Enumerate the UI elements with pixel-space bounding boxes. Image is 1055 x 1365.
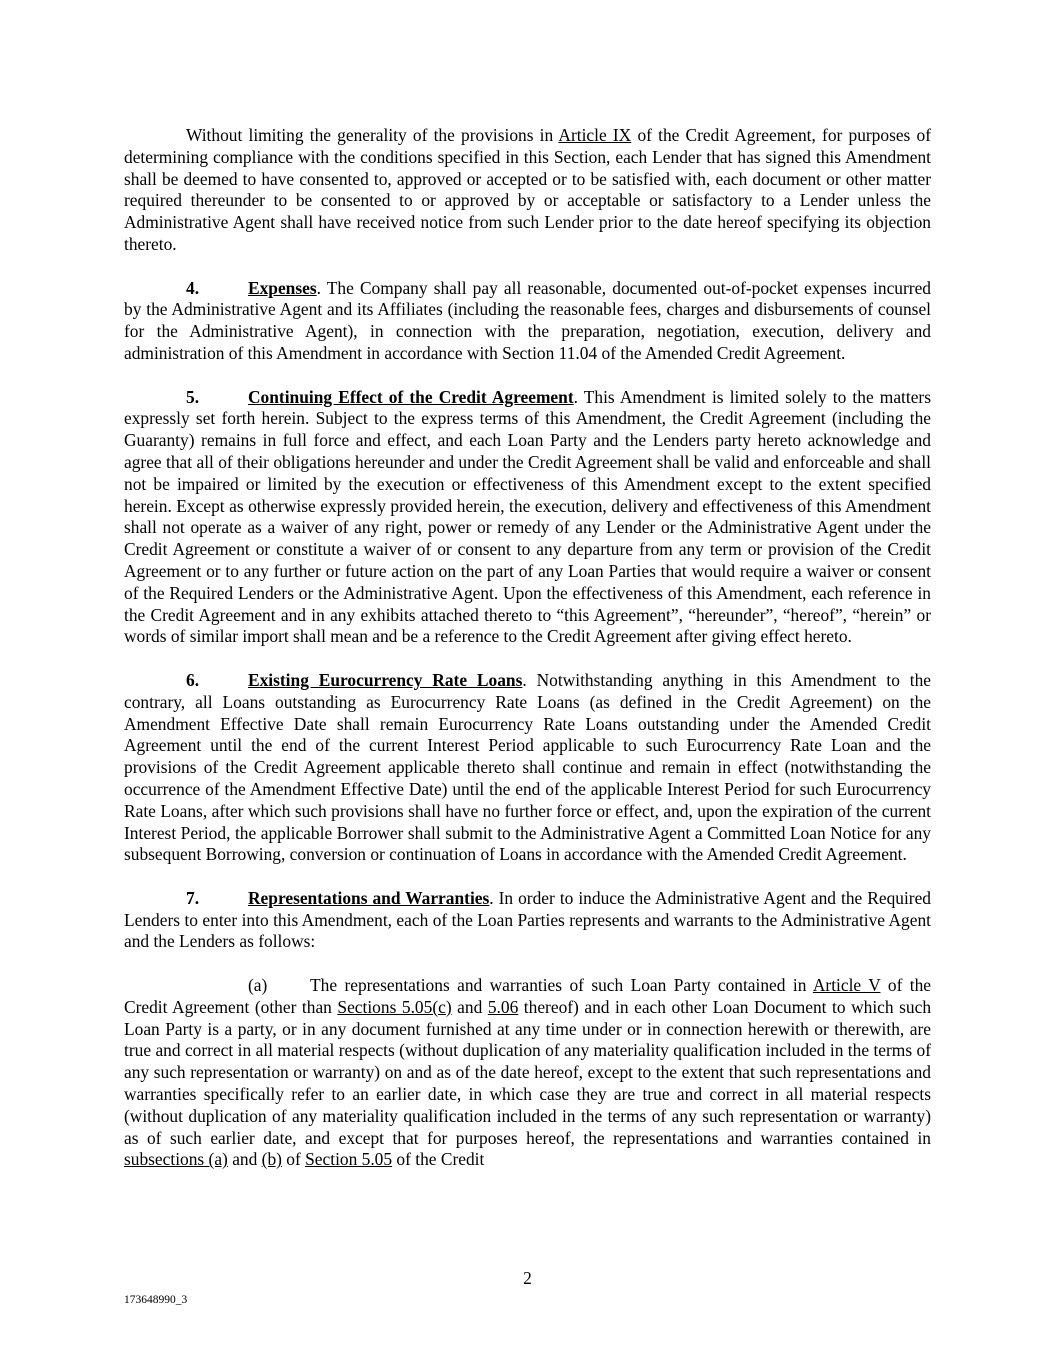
section-4-heading: Expenses [248, 277, 317, 298]
document-page [124, 125, 931, 1171]
section-5-paragraph [124, 387, 931, 649]
section-4-body: . The Company shall pay all reasonable, documented out-of-pocket expenses incurred by the Administrative Agent and its Affiliates (including the reasonable fees, charges and disbursements of counsel for the Administrative Agent), in connection with the preparation, negotiation, execution, delivery and administration of this Amendment in accordance with Section 11.04 of the Amended Credit Agreement. [124, 277, 931, 363]
subsection-a-text-2: of the Credit Agreement (other than [124, 975, 932, 1017]
section-6-paragraph [124, 670, 931, 866]
section-7-paragraph [124, 888, 931, 953]
subsection-a-text-3: and [451, 996, 488, 1017]
section-4-number: 4. [186, 277, 200, 298]
subsection-a-text-6: of [281, 1149, 306, 1170]
section-7-body: . In order to induce the Administrative Agent and the Required Lenders to enter into this Amendment, each of the Loan Parties represents and warrants to the Administrative Agent and the Lenders as follows: [124, 887, 932, 952]
subsection-b-reference: (b) [261, 1149, 282, 1170]
section-4-paragraph [124, 278, 931, 365]
intro-paragraph [124, 125, 931, 256]
section-5-number: 5. [186, 386, 200, 407]
section-6-heading: Existing Eurocurrency Rate Loans [248, 669, 523, 690]
section-5-06-reference: 5.06 [487, 996, 519, 1017]
page-number: 2 [523, 1268, 532, 1288]
section-5-heading: Continuing Effect of the Credit Agreement [248, 386, 574, 407]
subsection-a-paragraph [124, 975, 931, 1171]
section-7-number: 7. [186, 887, 200, 908]
document-id: 173648990_3 [124, 1294, 188, 1306]
section-6-number: 6. [186, 669, 200, 690]
section-7-heading: Representations and Warranties [248, 887, 490, 908]
subsection-a-label: (a) [248, 975, 268, 996]
subsection-a-text-1: The representations and warranties of such Loan Party contained in [310, 975, 813, 996]
article-v-reference: Article V [812, 975, 881, 996]
subsection-a-text-5: and [227, 1149, 262, 1170]
subsections-a-reference: subsections (a) [124, 1149, 228, 1170]
section-5-body: . This Amendment is limited solely to the matters expressly set forth herein. Subject to the express terms of this Amendment, the Credit Agreement (including the Guaranty) remains in full force and effect, and each Loan Party and the Lenders party hereto acknowledge and agree that all of their obligations hereunder and under the Credit Agreement shall be valid and enforceable and shall not be impaired or limited by the execution or effectiveness of this Amendment except to the extent specified herein. Except as otherwise expressly provided herein, the execution, delivery and effectiveness of this Amendment shall not operate as a waiver of any right, power or remedy of any Lender or the Administrative Agent under the Credit Agreement or constitute a waiver of or consent to any departure from any term or provision of the Credit Agreement or to any further or future action on the part of any Loan Parties that would require a waiver or consent of the Required Lenders or the Administrative Agent. Upon the effectiveness of this Amendment, each reference in the Credit Agreement and in any exhibits attached thereto to “this Agreement”, “hereunder”, “hereof”, “herein” or words of similar import shall mean and be a reference to the Credit Agreement after giving effect hereto. [124, 386, 931, 647]
sections-5-05c-reference: Sections 5.05(c) [337, 996, 452, 1017]
section-6-body: . Notwithstanding anything in this Amendment to the contrary, all Loans outstanding as Eurocurrency Rate Loans (as defined in the Credit Agreement) on the Amendment Effective Date shall remain Eurocurrency Rate Loans outstanding under the Amended Credit Agreement until the end of the current Interest Period applicable to such Eurocurrency Rate Loan and the provisions of the Credit Agreement applicable thereto shall continue and remain in effect (notwithstanding the occurrence of the Amendment Effective Date) until the end of the applicable Interest Period for such Eurocurrency Rate Loans, after which such provisions shall have no further force or effect, and, upon the expiration of the current Interest Period, the applicable Borrower shall submit to the Administrative Agent a Committed Loan Notice for any subsequent Borrowing, conversion or continuation of Loans in accordance with the Amended Credit Agreement. [124, 669, 932, 865]
intro-text-1: Without limiting the generality of the provisions in [186, 125, 559, 145]
subsection-a-text-7: of the Credit [392, 1149, 485, 1170]
subsection-a-text-4: thereof) and in each other Loan Document to which such Loan Party is a party, or in any document furnished at any time under or in connection herewith or therewith, are true and correct in all material respects (without duplication of any materiality qualification included in the terms of any such representation or warranty) on and as of the date hereof, except to the extent that such representations and warranties specifically refer to an earlier date, in which case they are true and correct in all material respects (without duplication of any materiality qualification included in the terms of any such representation or warranty) as of such earlier date, and except that for purposes hereof, the representations and warranties contained in [124, 996, 932, 1148]
intro-text-2: of the Credit Agreement, for purposes of determining compliance with the conditions specified in this Section, each Lender that has signed this Amendment shall be deemed to have consented to, approved or accepted or to be satisfied with, each document or other matter required thereunder to be consented to or approved by or acceptable or satisfactory to a Lender unless the Administrative Agent shall have received notice from such Lender prior to the date hereof specifying its objection thereto. [124, 125, 931, 254]
section-5-05-reference: Section 5.05 [305, 1149, 393, 1170]
article-ix-reference: Article IX [558, 125, 632, 145]
